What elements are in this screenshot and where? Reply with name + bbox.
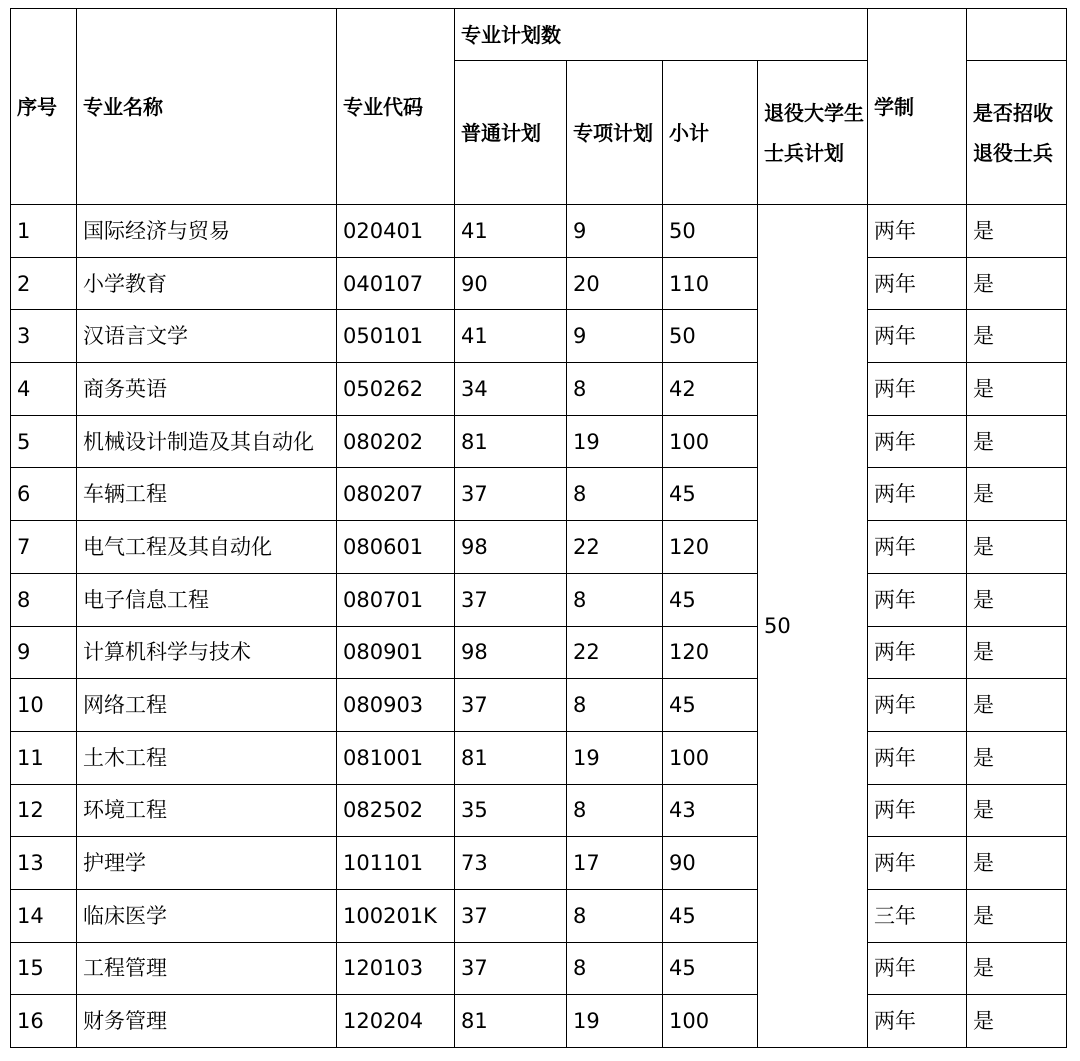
cell-special-plan: 9 (567, 205, 663, 258)
table-row (11, 468, 1067, 521)
header-plan-group: 专业计划数 (455, 9, 868, 61)
cell-major-code: 020401 (337, 205, 455, 258)
cell-index: 5 (11, 415, 77, 468)
cell-regular-plan: 35 (455, 784, 567, 837)
cell-major-code: 100201K (337, 889, 455, 942)
cell-regular-plan: 81 (455, 731, 567, 784)
cell-index: 9 (11, 626, 77, 679)
cell-major-code: 082502 (337, 784, 455, 837)
table-row (11, 310, 1067, 363)
cell-major-name: 车辆工程 (77, 468, 337, 521)
table-row (11, 837, 1067, 890)
cell-index: 7 (11, 521, 77, 574)
header-major-code: 专业代码 (337, 9, 455, 205)
cell-major-name: 商务英语 (77, 363, 337, 416)
cell-special-plan: 8 (567, 942, 663, 995)
cell-accept-veterans: 是 (967, 257, 1067, 310)
cell-major-name: 财务管理 (77, 995, 337, 1048)
cell-major-name: 小学教育 (77, 257, 337, 310)
cell-accept-veterans: 是 (967, 363, 1067, 416)
cell-major-name: 机械设计制造及其自动化 (77, 415, 337, 468)
cell-major-name: 临床医学 (77, 889, 337, 942)
cell-special-plan: 8 (567, 573, 663, 626)
cell-major-name: 土木工程 (77, 731, 337, 784)
cell-special-plan: 8 (567, 889, 663, 942)
cell-major-code: 050101 (337, 310, 455, 363)
cell-regular-plan: 98 (455, 626, 567, 679)
cell-subtotal: 42 (663, 363, 758, 416)
cell-subtotal: 120 (663, 521, 758, 574)
table-row (11, 626, 1067, 679)
table-row (11, 679, 1067, 732)
cell-accept-veterans: 是 (967, 837, 1067, 890)
cell-veteran-plan-total: 50 (758, 205, 868, 1048)
cell-duration: 两年 (868, 573, 967, 626)
cell-subtotal: 45 (663, 679, 758, 732)
cell-major-code: 050262 (337, 363, 455, 416)
header-subtotal: 小计 (663, 61, 758, 205)
table-row (11, 731, 1067, 784)
cell-subtotal: 43 (663, 784, 758, 837)
header-accept-veterans: 是否招收退役士兵 (967, 61, 1067, 205)
cell-index: 8 (11, 573, 77, 626)
table-row (11, 573, 1067, 626)
cell-subtotal: 45 (663, 942, 758, 995)
cell-accept-veterans: 是 (967, 310, 1067, 363)
cell-major-code: 080207 (337, 468, 455, 521)
cell-major-name: 电子信息工程 (77, 573, 337, 626)
table-header (11, 9, 1067, 205)
cell-accept-veterans: 是 (967, 942, 1067, 995)
cell-index: 15 (11, 942, 77, 995)
cell-accept-veterans: 是 (967, 679, 1067, 732)
cell-duration: 两年 (868, 995, 967, 1048)
cell-regular-plan: 81 (455, 995, 567, 1048)
cell-subtotal: 100 (663, 415, 758, 468)
header-major-name: 专业名称 (77, 9, 337, 205)
cell-major-name: 工程管理 (77, 942, 337, 995)
header-index: 序号 (11, 9, 77, 205)
table-body (11, 205, 1067, 1048)
cell-special-plan: 8 (567, 679, 663, 732)
table-row (11, 521, 1067, 574)
table-row (11, 363, 1067, 416)
cell-special-plan: 22 (567, 626, 663, 679)
cell-special-plan: 19 (567, 995, 663, 1048)
cell-index: 4 (11, 363, 77, 416)
cell-special-plan: 19 (567, 731, 663, 784)
cell-duration: 两年 (868, 731, 967, 784)
cell-duration: 三年 (868, 889, 967, 942)
cell-major-name: 汉语言文学 (77, 310, 337, 363)
cell-index: 6 (11, 468, 77, 521)
cell-accept-veterans: 是 (967, 205, 1067, 258)
cell-subtotal: 110 (663, 257, 758, 310)
cell-special-plan: 9 (567, 310, 663, 363)
cell-regular-plan: 37 (455, 942, 567, 995)
cell-index: 14 (11, 889, 77, 942)
cell-duration: 两年 (868, 784, 967, 837)
table-row (11, 257, 1067, 310)
cell-index: 2 (11, 257, 77, 310)
cell-major-code: 080202 (337, 415, 455, 468)
cell-duration: 两年 (868, 468, 967, 521)
cell-major-name: 计算机科学与技术 (77, 626, 337, 679)
cell-subtotal: 100 (663, 731, 758, 784)
cell-major-code: 120103 (337, 942, 455, 995)
cell-accept-veterans: 是 (967, 573, 1067, 626)
cell-major-name: 护理学 (77, 837, 337, 890)
cell-regular-plan: 37 (455, 889, 567, 942)
cell-duration: 两年 (868, 521, 967, 574)
cell-duration: 两年 (868, 942, 967, 995)
cell-accept-veterans: 是 (967, 995, 1067, 1048)
cell-subtotal: 120 (663, 626, 758, 679)
cell-regular-plan: 41 (455, 205, 567, 258)
table-row (11, 942, 1067, 995)
cell-duration: 两年 (868, 310, 967, 363)
cell-subtotal: 90 (663, 837, 758, 890)
cell-regular-plan: 37 (455, 573, 567, 626)
cell-regular-plan: 41 (455, 310, 567, 363)
cell-major-code: 101101 (337, 837, 455, 890)
cell-special-plan: 8 (567, 468, 663, 521)
cell-accept-veterans: 是 (967, 521, 1067, 574)
cell-regular-plan: 98 (455, 521, 567, 574)
cell-major-name: 电气工程及其自动化 (77, 521, 337, 574)
cell-subtotal: 45 (663, 468, 758, 521)
header-blank-cell (967, 9, 1067, 61)
cell-duration: 两年 (868, 205, 967, 258)
table-row (11, 205, 1067, 258)
cell-accept-veterans: 是 (967, 784, 1067, 837)
header-regular-plan: 普通计划 (455, 61, 567, 205)
cell-major-code: 040107 (337, 257, 455, 310)
cell-major-name: 网络工程 (77, 679, 337, 732)
cell-accept-veterans: 是 (967, 731, 1067, 784)
cell-major-code: 080601 (337, 521, 455, 574)
cell-accept-veterans: 是 (967, 889, 1067, 942)
header-duration: 学制 (868, 9, 967, 205)
cell-major-name: 环境工程 (77, 784, 337, 837)
cell-subtotal: 45 (663, 889, 758, 942)
cell-subtotal: 45 (663, 573, 758, 626)
cell-index: 1 (11, 205, 77, 258)
cell-index: 3 (11, 310, 77, 363)
cell-accept-veterans: 是 (967, 468, 1067, 521)
cell-subtotal: 50 (663, 310, 758, 363)
table-row (11, 415, 1067, 468)
cell-special-plan: 8 (567, 363, 663, 416)
cell-major-code: 120204 (337, 995, 455, 1048)
cell-index: 10 (11, 679, 77, 732)
cell-regular-plan: 73 (455, 837, 567, 890)
cell-regular-plan: 34 (455, 363, 567, 416)
cell-duration: 两年 (868, 837, 967, 890)
header-veteran-plan: 退役大学生士兵计划 (758, 61, 868, 205)
cell-regular-plan: 37 (455, 679, 567, 732)
cell-special-plan: 20 (567, 257, 663, 310)
cell-major-name: 国际经济与贸易 (77, 205, 337, 258)
table-row (11, 784, 1067, 837)
cell-duration: 两年 (868, 415, 967, 468)
cell-accept-veterans: 是 (967, 626, 1067, 679)
header-special-plan: 专项计划 (567, 61, 663, 205)
cell-subtotal: 100 (663, 995, 758, 1048)
cell-index: 13 (11, 837, 77, 890)
cell-accept-veterans: 是 (967, 415, 1067, 468)
cell-special-plan: 22 (567, 521, 663, 574)
cell-duration: 两年 (868, 257, 967, 310)
cell-index: 12 (11, 784, 77, 837)
cell-index: 16 (11, 995, 77, 1048)
cell-major-code: 080701 (337, 573, 455, 626)
cell-special-plan: 19 (567, 415, 663, 468)
cell-subtotal: 50 (663, 205, 758, 258)
enrollment-plan-table (10, 8, 1067, 1048)
cell-duration: 两年 (868, 679, 967, 732)
table-row (11, 889, 1067, 942)
cell-special-plan: 8 (567, 784, 663, 837)
cell-duration: 两年 (868, 626, 967, 679)
cell-regular-plan: 81 (455, 415, 567, 468)
cell-regular-plan: 90 (455, 257, 567, 310)
cell-duration: 两年 (868, 363, 967, 416)
cell-special-plan: 17 (567, 837, 663, 890)
cell-major-code: 080901 (337, 626, 455, 679)
cell-major-code: 081001 (337, 731, 455, 784)
cell-major-code: 080903 (337, 679, 455, 732)
table-row (11, 995, 1067, 1048)
cell-index: 11 (11, 731, 77, 784)
cell-regular-plan: 37 (455, 468, 567, 521)
